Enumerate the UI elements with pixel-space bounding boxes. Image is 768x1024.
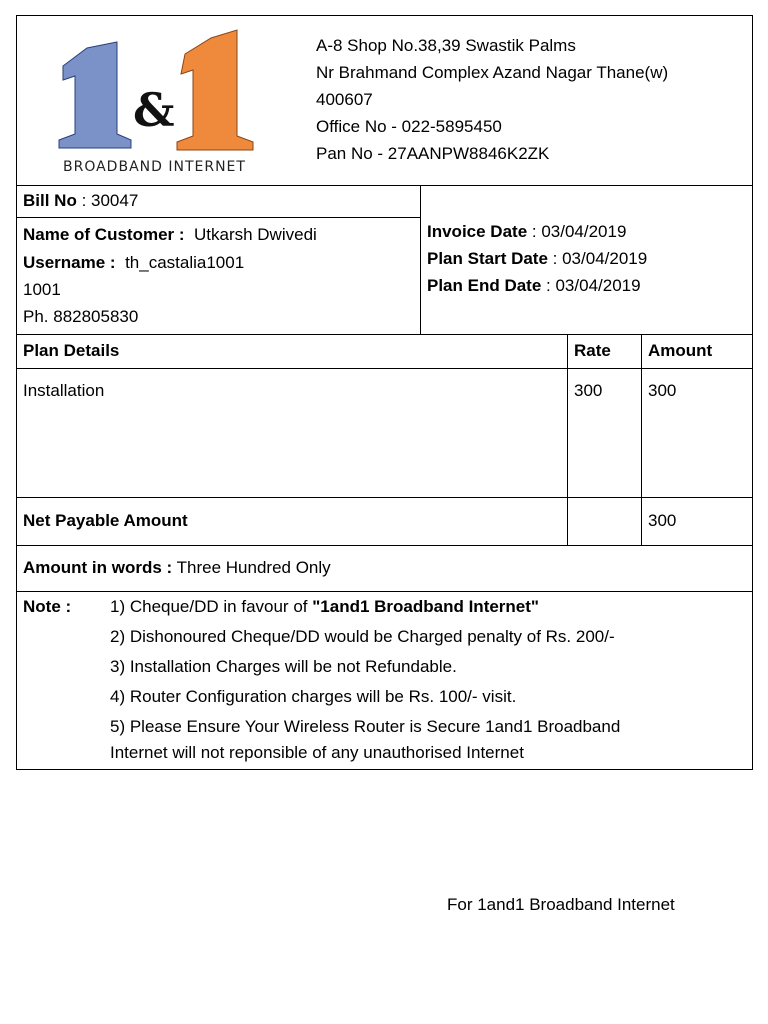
invoice-date-label: Invoice Date xyxy=(427,222,528,241)
amount-in-words-value: Three Hundred Only xyxy=(176,558,331,577)
amount-in-words-label: Amount in words : xyxy=(23,558,173,577)
plan-end-value: : 03/04/2019 xyxy=(541,276,641,295)
row-rate: 300 xyxy=(574,381,603,400)
address-line-1: A-8 Shop No.38,39 Swastik Palms xyxy=(316,36,576,55)
table-header-divider xyxy=(16,368,753,369)
header-amount: Amount xyxy=(648,341,713,360)
note-1 xyxy=(110,597,539,617)
rate-column-line xyxy=(567,334,568,546)
pan-number: Pan No - 27AANPW8846K2ZK xyxy=(316,144,550,163)
plan-end-date xyxy=(427,276,641,296)
row-amount: 300 xyxy=(648,381,677,400)
office-number: Office No - 022-5895450 xyxy=(316,117,502,136)
customer-name xyxy=(23,225,317,245)
customer-name-label: Name of Customer : xyxy=(23,225,185,244)
invoice-date xyxy=(427,222,626,242)
invoice-date-value: : 03/04/2019 xyxy=(527,222,627,241)
table-body-divider xyxy=(16,497,753,498)
plan-start-value: : 03/04/2019 xyxy=(547,249,648,268)
plan-start-label: Plan Start Date xyxy=(427,249,548,268)
note-4: 4) Router Configuration charges will be Rs. 100/- visit. xyxy=(110,687,517,706)
customer-divider xyxy=(16,334,753,335)
bill-number xyxy=(23,191,138,211)
customer-date-separator xyxy=(420,185,421,335)
customer-phone: Ph. 882805830 xyxy=(23,307,139,326)
net-payable-label: Net Payable Amount xyxy=(23,511,188,530)
logo-orange-one xyxy=(177,30,253,150)
net-payable-amount: 300 xyxy=(648,511,677,530)
plan-start-date xyxy=(427,249,647,269)
signature-line: For 1and1 Broadband Internet xyxy=(447,895,675,914)
net-divider xyxy=(16,545,753,546)
amount-column-line xyxy=(641,334,642,546)
note-3: 3) Installation Charges will be not Refundable. xyxy=(110,657,457,676)
header-plan-details: Plan Details xyxy=(23,341,120,360)
row-details: Installation xyxy=(23,381,105,400)
logo-ampersand: & xyxy=(133,83,175,137)
bill-divider xyxy=(16,217,420,218)
words-divider xyxy=(16,591,753,592)
plan-end-label: Plan End Date xyxy=(427,276,542,295)
note-5-line-1: 5) Please Ensure Your Wireless Router is Secure 1and1 Broadband xyxy=(110,717,621,736)
customer-username xyxy=(23,253,244,273)
customer-extra: 1001 xyxy=(23,280,61,299)
company-logo xyxy=(55,26,275,178)
bill-value: 30047 xyxy=(91,191,139,210)
header-rate: Rate xyxy=(574,341,611,360)
username-value: th_castalia1001 xyxy=(125,253,245,272)
address-line-2: Nr Brahmand Complex Azand Nagar Thane(w) xyxy=(316,63,669,82)
address-line-3: 400607 xyxy=(316,90,373,109)
bill-label: Bill No xyxy=(23,191,77,210)
note-label: Note : xyxy=(23,597,72,616)
note-5-line-2: Internet will not reponsible of any unauthorised Internet xyxy=(110,743,524,762)
logo-caption: BROADBAND INTERNET xyxy=(63,159,246,175)
note-1-payee: "1and1 Broadband Internet" xyxy=(312,597,539,616)
customer-name-value: Utkarsh Dwivedi xyxy=(193,225,317,244)
note-2: 2) Dishonoured Cheque/DD would be Charged penalty of Rs. 200/- xyxy=(110,627,615,646)
logo-blue-one xyxy=(59,42,131,148)
note-1-prefix: 1) Cheque/DD in favour of xyxy=(110,597,313,616)
header-divider xyxy=(16,185,753,186)
username-label: Username : xyxy=(23,253,116,272)
amount-in-words xyxy=(23,558,331,578)
bill-separator: : xyxy=(76,191,92,210)
